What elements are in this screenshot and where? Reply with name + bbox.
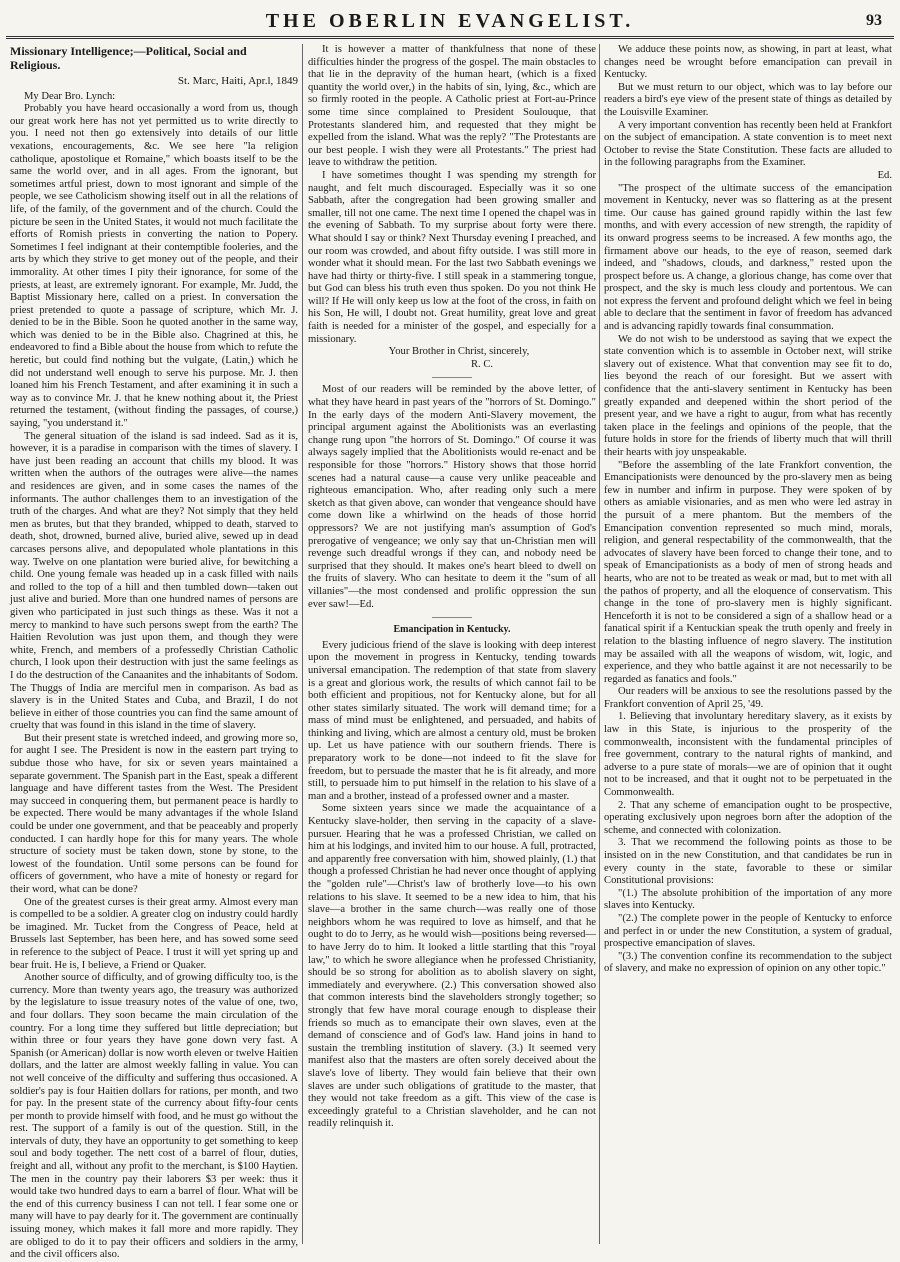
page-header <box>6 6 894 39</box>
paragraph: But their present state is wretched indeed, and growing more so, for aught I see. The President is now in the eastern part trying to subdue those who have, for six or seven years maintained a separate government. The Spanish part in the East, speak a different language and have different tastes from the West. The President may succeed in conquering them, but permanent peace is hardly to be expected. There would be many advantages if the whole Island could be under one government, and that be peaceably and properly conducted. I can hardly hope for this for many years. The whole structure of society must be taken down, stone by stone, to the lowest of the foundation. Until some persons can be found for officers of government, who have a mite of honesty or regard for their word, what can be done? <box>10 732 298 895</box>
column-1 <box>10 44 298 1261</box>
signature <box>308 359 596 372</box>
quoted-paragraph: "Before the assembling of the late Frankfort convention, the Emancipationists were denounced by the pro-slavery men as being few in number and infirm in purpose. They were spoken of by others as amiable visionaries, and as men who were led astray in the pursuit of a mere phantom. But the members of the Emancipation convention represented so much mind, morals, religion, and general respectability of the commonwealth, that the advocates of slavery have been forced to change their tone, and to speak of Emancipationists as a body of men of strong heads and hearts, who are not to be treated as weak or mad, but to met with all the pathos of property, and all the eloquence of conservatism. This change in the tone of pro-slavery men is highly significant. Henceforth it is not to be considered a sign of a shallow head or a fanatical spirit if a Kentuckian speak the truth openly and freely in relation to the blasting influence of negro slavery. The institution may be assailed with all the weapons of wisdom, wit, logic, and experience, and they who battle against it are not necessarily to be regarded as fanatics and fools." <box>604 459 892 685</box>
provision: "(2.) The complete power in the people of Kentucky to enforce and perfect in or under the new Constitution, a system of gradual, prospective emancipation of slaves. <box>604 912 892 950</box>
column-3 <box>604 44 892 1244</box>
quoted-paragraph: Our readers will be anxious to see the resolutions passed by the Frankfort convention of April 25, '49. <box>604 686 892 710</box>
column-rule <box>302 44 303 1244</box>
dateline: St. Marc, Haiti, Apr.l, 1849 <box>177 75 298 87</box>
paragraph: Some sixteen years since we made the acquaintance of a Kentucky slave-holder, then serving in the capacity of a slave-pursuer. Hearing that he was a professed Christian, we called on him at his lodgings, and invited him to our house. A full, protracted, and apparently free conversation with him, showed plainly, (1.) that though a professed Christian he had never once thought of applying the "golden rule"—Christ's law of brotherly love—to his own relations to his slave. It seemed to be a new idea to him, that his slave—a brother in the same church—was really one of those neighbors whom he was required to love as himself, and that he ought to do to Jerry, as he would wish—positions being reversed—to have Jerry do to him. It looked a little startling that this "royal law," to which he swore allegiance when he professed Christianity, should be so strong for abolition as to abolish slavery on sight, immediately and everywhere. (2.) This conversation showed also that common interests bind the slaveholders strongly together; so strongly that few have moral courage enough to displease their friends so much as to emancipate their own slaves, even at the demand of conscience and of God's law. Hand joins in hand to sustain the trembling institution of slavery. (3.) It seemed very manifest also that the masters are often sorely deceived about the slave's love of liberty. They would fain believe that their own slaves are under such obligations of gratitude to the master, that they would not take freedom as a gift. This view of the case is exceedingly grateful to a Christian slaveholder, and he can not readily relinquish it. <box>308 803 596 1130</box>
closing: Your Brother in Christ, sincerely, <box>388 346 530 358</box>
resolution: 3. That we recommend the following points as those to be insisted on in the new Constitution, and that candidates be run in every county in the state, favorable to these or similar Constitutional provisions: <box>604 837 892 887</box>
paragraph: I have sometimes thought I was spending my strength for naught, and felt much discouraged. Especially was it so one Sabbath, after the congregation had been growing smaller and smaller, till not one came. The next time I opened the chapel was in the evening of Sabbath. To my surprise about forty were there. What should I say or think? Next Thursday evening I preached, and our room was crowded, and about fifty outside. I was still more in wonder what it should mean. For the last two Sabbath evenings we have had thirty or thirty-five. I still speak in a stammering tongue, but God can bless his truth even thus spoken. Do you not think He will? If He will only keep us low at the foot of the cross, in faith on his Son, He will, I doubt not. Great humility, great love and great faith is needed for a minister of the gospel, and especially for a missionary. <box>308 169 596 345</box>
article-title-kentucky: Emancipation in Kentucky. <box>393 624 511 636</box>
editorial-paragraph: Most of our readers will be reminded by the above letter, of what they have heard in past years of the "horrors of St. Domingo." In the early days of the modern Anti-Slavery movement, the principal argument against the Abolitionists was an everlasting change rung upon "the horrors of St. Domingo." Of course it was always sagely implied that the Abolitionists would re-enact and be responsible for those "horrors." History shows that those horrid scenes had a natural cause—a cause very unlike peaceable and righteous emancipation. Who, after reading only such a mere sketch as that given above, can wonder that vengeance should have come down like a whirlwind on the heads of those horrid oppressors? We are not justifying man's assumption of God's prerogative of vengeance; we only say that un-Christian men will revenge such dreadful wrongs if they can, and nobody need be surprised that they should. It makes one's heart bleed to dwell on the fruits of slavery. Who can hesitate to deem it the "sum of all villanies"—the most condensed and prolific oppression the sun ever saw!—Ed. <box>308 384 596 610</box>
paragraph: Every judicious friend of the slave is looking with deep interest upon the movement in progress in Kentucky, tending towards universal emancipation. The redemption of that state from slavery is a great and glorious work, the results of which cannot fail to be both efficient and propitious, not for Kentucky alone, but for all other states similarly situated. The work will demand time; for a mass of mind must be enlightened, and persuaded, and habits of thinking and living, which are almost a century old, must be broken up. Let us have patience with our southern friends. There is preparatory work to be done—not indeed to fit the slave for freedom, but to persuade the master that he is fit already, and more still, to persuade him to put himself in the relation to his slave of a man and a brother, instead of a professed owner and a master. <box>308 639 596 802</box>
article-title-missionary: Missionary Intelligence;—Political, Social and Religious. <box>10 44 247 72</box>
paragraph: But we must return to our object, which was to lay before our readers a bird's eye view of the present state of things as detailed by the Louisville Examiner. <box>604 81 892 118</box>
quoted-paragraph: We do not wish to be understood as saying that we expect the state convention which is to assemble in October next, will strike slavery out of existence. What that convention may see fit to do, lies beyond the reach of our foresight. But we assert with confidence that the anti-slavery sentiment in Kentucky has been greatly expanded and deepened within the short period of the present year, and we have a right to augur, from what has recently taken place in the feelings and opinions of the people, that the future holds in store for the friends of liberty much that will thrill their hearts with joy unspeakable. <box>604 333 892 458</box>
separator <box>432 377 472 378</box>
paragraph: A very important convention has recently been held at Frankfort on the subject of emancipation. A state convention is to meet next October to revise the State Constitution. These facts are alluded to in the following paragraphs from the Examiner. <box>604 119 892 169</box>
masthead: THE OBERLIN EVANGELIST. <box>265 10 635 32</box>
paragraph: We adduce these points now, as showing, in part at least, what changes need be wrought before emancipation can prevail in Kentucky. <box>604 44 892 81</box>
editor-mark: Ed. <box>877 169 892 181</box>
salutation: My Dear Bro. Lynch: <box>24 90 116 102</box>
signature-initials: R. C. <box>470 358 494 370</box>
quoted-paragraph: "The prospect of the ultimate success of the emancipation movement in Kentucky, never was so flattering as at the present time. Our cause has gained ground rapidly within the last few months, and with every accession of new strength, the rapidity of its onward progress seems to be increased. A few months ago, the firmament above our heads, to the eye of reason, seemed dark indeed, and "shadows, clouds, and darkness," rested upon the prospect before us. A change, a glorious change, has come over that prospect, and the sky is much less cloudy and portentous. We can not express the fervent and profound delight which we feel in being able to declare that the sentiment in favor of freedom has advanced and is advancing rapidly towards final consummation. <box>604 182 892 333</box>
column-2 <box>308 44 596 1244</box>
page-number: 93 <box>866 12 882 29</box>
provision: "(1.) The absolute prohibition of the importation of any more slaves into Kentucky. <box>604 887 892 912</box>
column-rule <box>599 44 600 1244</box>
paragraph: The general situation of the island is sad indeed. Sad as it is, however, it is a paradise in comparison with the times of slavery. I have just been reading an account that chills my blood. It was written when the authors of the outrages were alive—the names and residences are given, and in some cases the names of the informants. The author challenges them to an investigation of the truth of the charges. And what are they? Not simply that they held men as brutes, but that they branded, whipped to death, starved to death, shot, drowned, burned alive, buried alive, sewed up in dead carcases persons alive, and depopulated whole plantations in this way. Twelve on one plantation were buried alive, for bewitching a child. One young female was headed up in a cask filled with nails and rolled to the top of a hill and then tumbled down—taken out just alive and buried. More than one hundred names of persons are given who participated in just such things as these. Was it not a mercy to mankind to have such persons swept from the earth? The Haitien Revolution was just upon them, and though they were white, French, and members of a professedly Christian Catholic church, I look upon their destruction with just the same feelings as I do the destruction of the Canaanites and the inhabitants of Sodom. The Thuggs of India are merciful men in comparison. As bad as slavery is in the United States and Cuba, and Brazil, I do not believe in either of those countries you can find the same amount of cruelty that was found in this island in the time of slavery. <box>10 430 298 732</box>
separator <box>432 617 472 618</box>
paragraph: One of the greatest curses is their great army. Almost every man is compelled to be a soldier. A greater clog on industry could hardly be imagined. Mr. Tucket from the Congress of Peace, held at Brussels last September, has been here, and has sowed some seed in reference to the subject of Peace. I trust it will yet spring up and bear fruit. He is, I believe, a Friend or Quaker. <box>10 896 298 971</box>
paragraph: Probably you have heard occasionally a word from us, though our great work here has not yet permitted us to write directly to you. I need not then go extensively into details of our little vexations, encouragements, &c. We see here "la religion catholique, apostolique et Romaine," which boasts itself to be the same the world over, and in all ages. From the ignorant, but sometimes artful priest, down to most ignorant and simple of the people, we see Catholicism showing itself out in all the relations of life, of the family, of the government and of the church. Could the picture be seen in the United States, it would not much facilitate the efforts of Romish priests in converting the nation to Popery. Sometimes I feel indignant at their contemptible fooleries, and the arts by which they strive to get money out of the people, and their immorality. At other times I pity their ignorance, for some of the priests, at least, are extremely ignorant. For example, Mr. Judd, the Baptist Missionary here, called on a priest. In conversation the priest pretended to quote a passage of scripture, which Mr. J. denied to be in the Bible. Soon he quoted another in the same way, which was denied to be in the Bible also. Chagrined at this, he endeavored to find a Bible about the house from which to refute the heretic, but could find nothing but the vulgate, (Latin,) which he did not understand well enough to serve his purpose. Mr. J. then loaned him his French Testament, and after examining it in such a way as to convince Mr. J. that he knew nothing about it, the Priest returned the testament, (without finding the passages, of course,) saying, "you understand it." <box>10 103 298 430</box>
paragraph: It is however a matter of thankfulness that none of these difficulties hinder the progress of the gospel. The main obstacles to that lie in the depravity of the human heart, (which is a fixed quantity the world over,) in the habits of sin, lying, &c., which are so firmly rooted in the people. A Catholic priest at Fort-au-Prince some time since complained to President Soulouque, that Protestants slandered him, and requested that they might be expelled from the island. What was the reply? "The Protestants are our best people. I wish they were all Protestants." The priest had leave to withdraw the petition. <box>308 44 596 169</box>
resolution: 1. Believing that involuntary hereditary slavery, as it exists by law in this State, is injurious to the prosperity of the commonwealth, inconsistent with the fundamental principles of free government, contrary to the natural rights of mankind, and adverse to a pure state of morals—we are of opinion that it ought not to be increased, and that it ought not to be perpetuated in the Commonwealth. <box>604 711 892 799</box>
provision: "(3.) The convention confine its recommendation to the subject of slavery, and make no expression of opinion on any other topic." <box>604 950 892 975</box>
resolution: 2. That any scheme of emancipation ought to be prospective, operating exclusively upon negroes born after the adoption of the scheme, and connected with colonization. <box>604 799 892 836</box>
paragraph: Another source of difficulty, and of growing difficulty too, is the currency. More than twenty years ago, the treasury was authorized by the legislature to issue treasury notes of the value of one, two, and four dollars. They soon became the main circulation of the country. For a long time they suffered but little depreciation; but within three or four years they have gone down very fast. A Spanish (or American) dollar is now worth eleven or twelve Haitien dollars, and the latter are almost weekly falling in value. You can not well conceive of the difficulty and suffering thus occasioned. A soldier's pay is four Haitien dollars for rations, per month, and two for pay. In the present state of the currency about fifty-four cents per month to provide himself with food, and he must go without the rest. The support of a family is out of the question. Still, in the intervals of duty, they have an opportunity to get something to keep soul and body together. The nett cost of a barrel of flour, duties, freight and all, without any profit to the merchant, is $100 Haytien. The men in the country pay their laborers $3 per week: thus it would take two hundred days to earn a barrel of flour. What will be the end of this currency business I can not tell. I fear some one or many will have to pay dearly for it. The government are continually issuing money, which makes it fall more and more rapidly. They are obliged to do it to pay their officers and soldiers in the army, and the civil officers also. <box>10 972 298 1261</box>
